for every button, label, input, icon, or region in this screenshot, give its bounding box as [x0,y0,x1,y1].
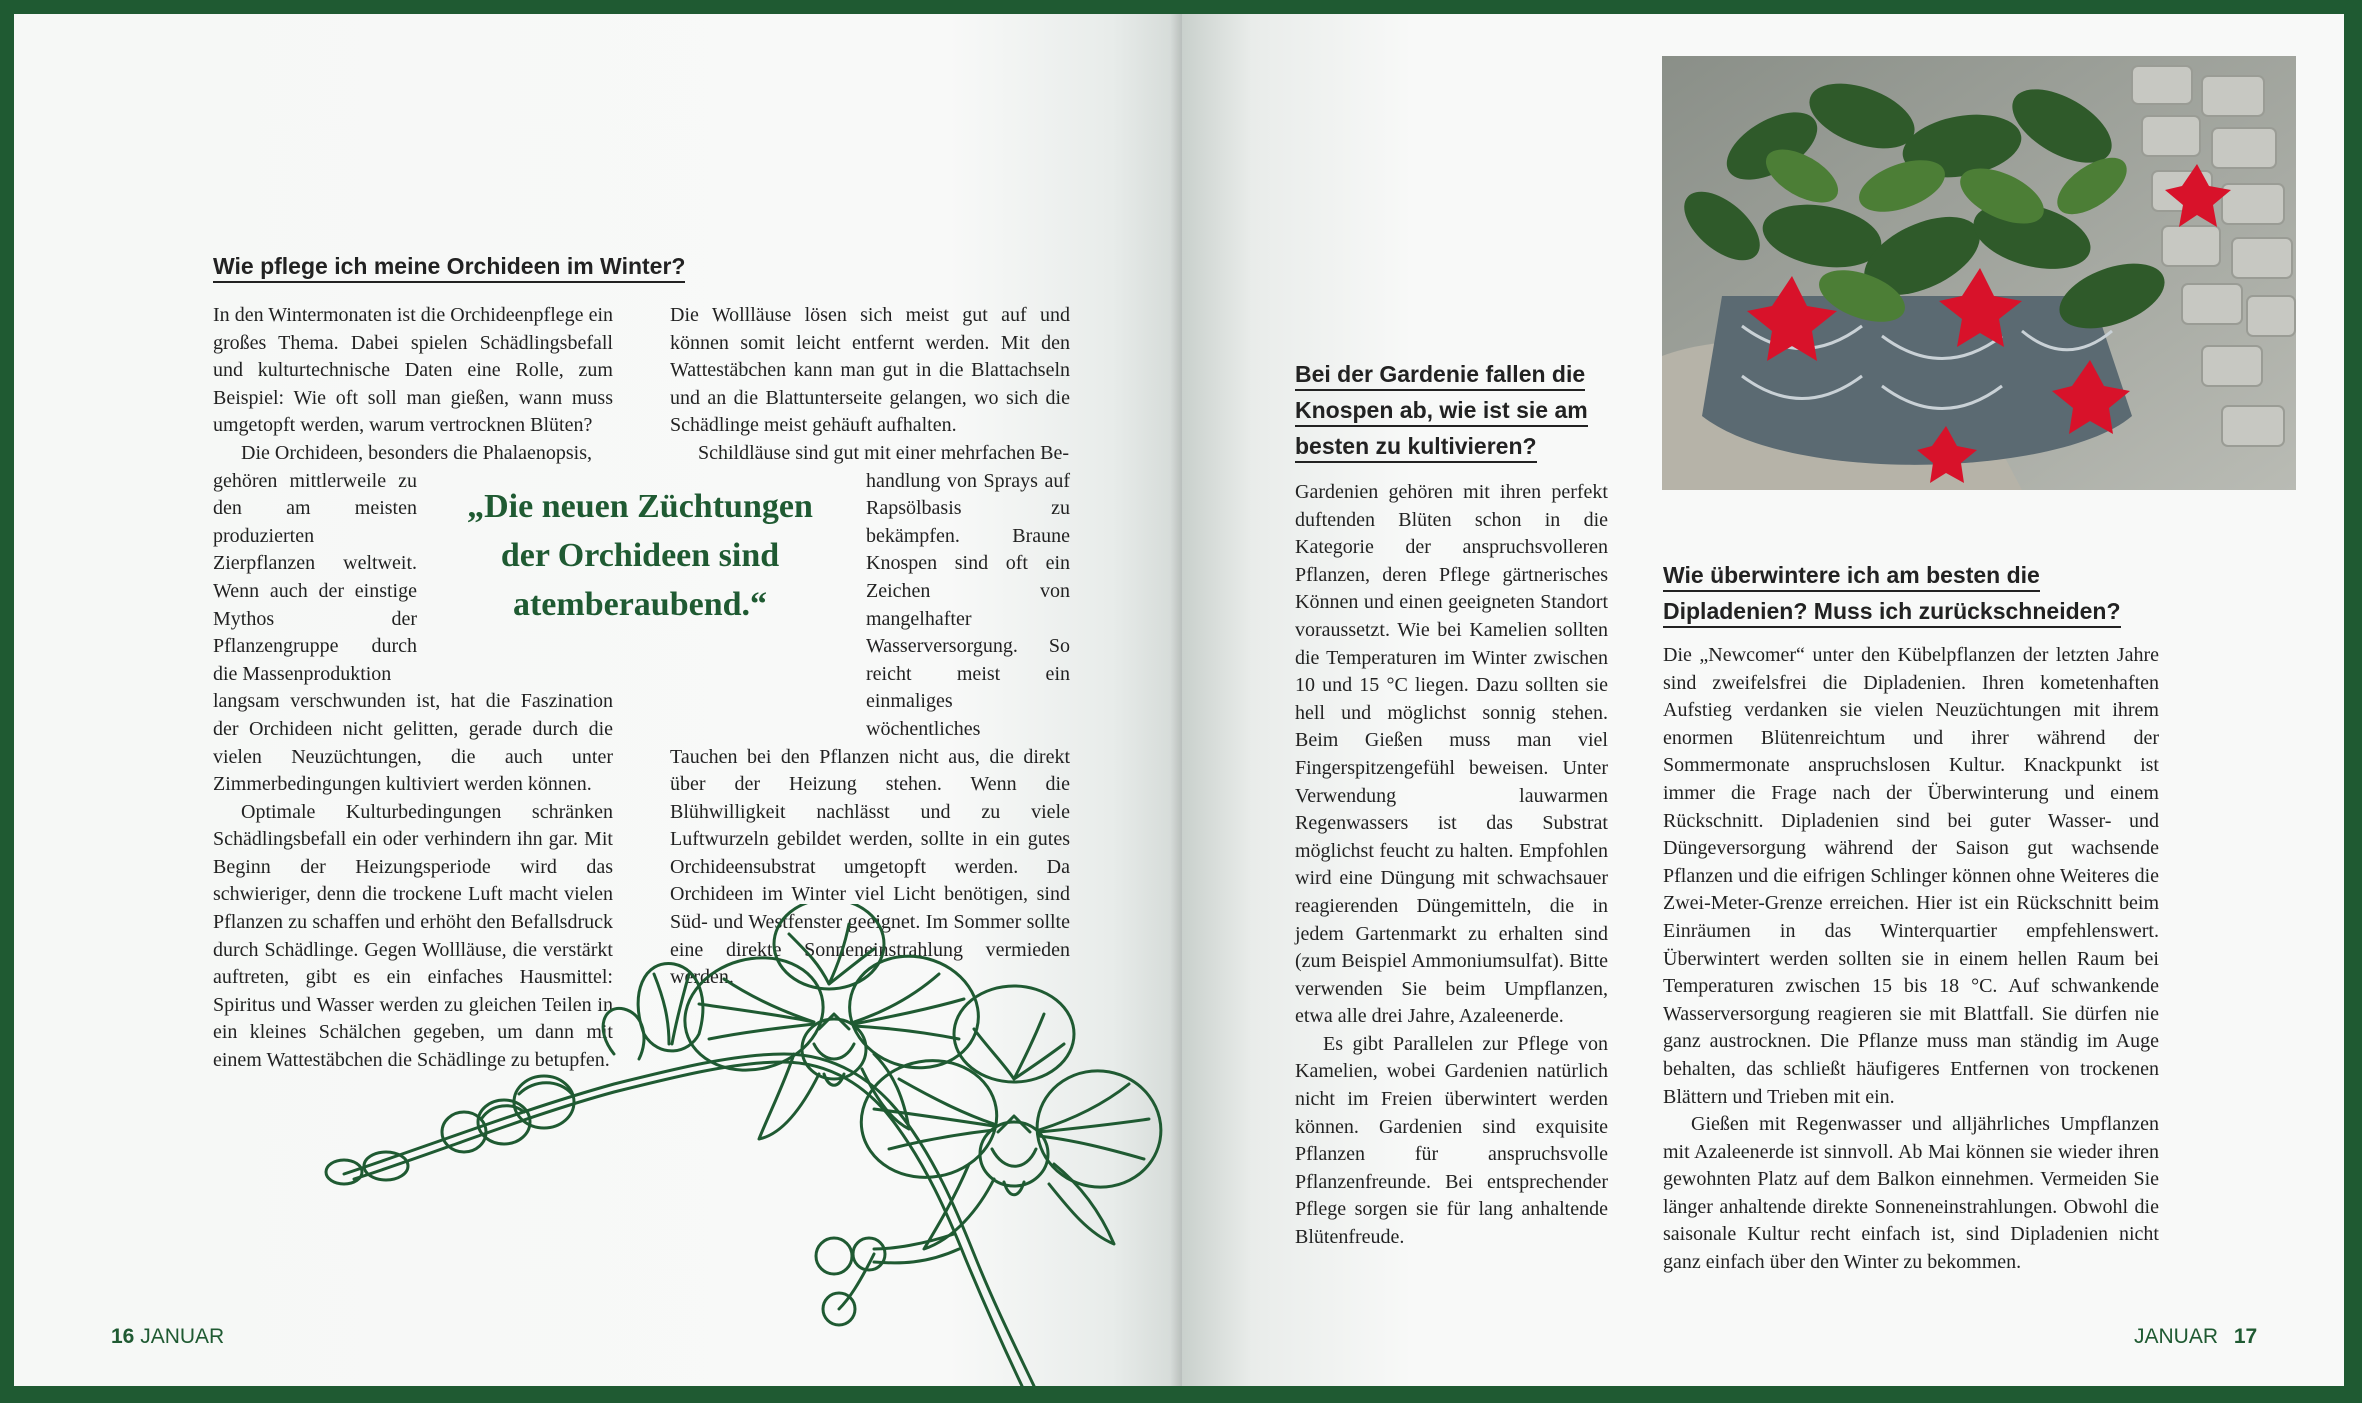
left-column-2 [670,302,1070,992]
left-page-number: 16 [111,1325,135,1348]
left-col2-p2b: handlung von Sprays auf Rapsölbasis zu bekämpfen. Braune Knospen sind oft ein Zeichen von mangelhafter Wasserversorgung. So reicht meist ein einmaliges wöchentliches [866,469,1070,740]
right-page [1182,14,2344,1386]
left-col1-p3: Optimale Kulturbedingungen schränken Schädlingsbefall ein oder verhindern ihn gar. Mit Beginn der Heizungsperiode wird das schwieriger, denn die trockene Luft macht vielen Pflanzen zu schaffen und erhöht den Befallsdruck durch Schädlinge. Gegen Wollläuse, die verstärkt auftreten, gibt es ein einfaches Hausmittel: Spiritus und Wasser werden zu gleichen Teilen in ein kleines Schälchen gegeben, um dann mit einem Wattestäbchen die Schädlinge zu betupfen. [213,800,613,1072]
right-col2-p2: Gießen mit Regenwasser und alljährliches Umpflanzen mit Azaleenerde ist sinnvoll. Ab Mai können sie wieder ihren gewohnten Platz auf dem Balkon einnehmen. Vermeiden Sie länger anhaltende direkte Sonneneinstrahlungen. Obwohl die saisonale Kultur recht einfach ist, sind Dipladenien nicht ganz einfach über den Winter zu bekommen. [1663,1113,2159,1274]
left-col1-p2b: gehören mittlerweile zu den am meisten produzierten Zierpflanzen weltweit. Wenn auch der einstige Mythos der Pflanzengruppe durch die Massenproduktion [213,469,417,685]
left-col2-p2a: Schildläuse sind gut mit einer mehrfachen Be- [698,441,1070,464]
right-column-1 [1295,479,1608,1252]
right-folio [2134,1325,2257,1349]
left-heading: Wie pflege ich meine Orchideen im Winter? [213,248,685,284]
left-col2-p2c: Tauchen bei den Pflanzen nicht aus, die direkt über der Heizung stehen. Wenn die Blühwilligkeit nachlässt und zu viele Luftwurzeln gebildet werden, sollte in ein gutes Orchideensubstrat umgetopft werden. Da Orchideen im Winter viel Licht benötigen, sind Süd- und Westfenster geeignet. Im Sommer sollte eine direkte Sonneneinstrahlung vermieden werden. [670,745,1070,989]
left-folio [111,1325,224,1349]
left-col1-p2a: Die Orchideen, besonders die Phalaenopsis, [241,441,593,464]
right-heading-2 [1663,557,2153,629]
right-col2-p1: Die „Newcomer“ unter den Kübelpflanzen der letzten Jahre sind zweifelsfrei die Dipladenien. Ihren kometenhaften Aufstieg verdanken sie vielen Neuzüchtungen mit ihrem enormen Blütenreichtum und ihrer während der Sommermonate anspruchslosen Kultur. Knackpunkt ist immer die Frage nach der Überwinterung und einem Rückschnitt. Dipladenien sind bei guter Wasser- und Düngeversorgung während der Saison gut wachsende Pflanzen und die eifrigen Schlinger können ohne Weiteres die Zwei-Meter-Grenze erreichen. Hier ist ein Rückschnitt beim Einräumen in das Winterquartier empfehlenswert. Überwintert werden sollten sie in einem hellen Raum bei Temperaturen zwischen 15 bis 18 °C. Auf schwankende Wasserversorgung reagieren sie mit Blattfall. Sie dürfen nie ganz austrocknen. Die Pflanze muss man ständig im Auge behalten, das schließt häufigeres Entfernen von trockenen Blättern und Trieben mit ein. [1663,644,2159,1108]
left-col1-p2c: langsam verschwunden ist, hat die Faszination der Orchideen nicht gelitten, gerade durch die vielen Neuzüchtungen, die auch unter Zimmerbedingungen kultiviert werden können. [213,690,613,796]
dipladenia-photo [1662,56,2296,490]
right-folio-label: JANUAR [2134,1325,2219,1348]
right-heading-1 [1295,356,1595,466]
right-heading-1-text: Bei der Gardenie fallen die Knospen ab, wie ist sie am besten zu kultivieren? [1295,361,1588,463]
left-folio-label: JANUAR [140,1325,225,1348]
left-col2-p1: Die Wollläuse lösen sich meist gut auf und können somit leicht entfernt werden. Mit den Wattestäbchen kann man gut in die Blattachseln und an die Blattunterseite gelangen, wo sich die Schädlinge meist gehäuft aufhalten. [670,304,1070,437]
right-col1-p1: Gardenien gehören mit ihren perfekt duftenden Blüten schon in die Kategorie der anspruchsvolleren Pflanzen, deren Pflege gärtnerisches Können und einen geeigneten Standort voraussetzt. Wie bei Kamelien sollten die Temperaturen im Winter zwischen 10 und 15 °C liegen. Dazu sollten sie hell und möglichst sonnig stehen. Beim Gießen muss man viel Fingerspitzengefühl beweisen. Unter Verwendung lauwarmen Regenwassers ist das Substrat möglichst feucht zu halten. Empfohlen wird eine Düngung mit schwachsauer reagierenden Düngemitteln, die in jedem Gartenmarkt zu erhalten sind (zum Beispiel Ammoniumsulfat). Bitte verwenden Sie beim Umpflanzen, etwa alle drei Jahre, Azaleenerde. [1295,481,1608,1028]
left-page [14,14,1182,1386]
pull-quote: „Die neuen Züchtungen der Orchideen sind atemberaubend.“ [467,488,813,623]
orchid-illustration [314,904,1164,1386]
left-col1-p1: In den Wintermonaten ist die Orchideenpflege ein großes Thema. Dabei spielen Schädlingsbefall und kulturtechnische Daten eine Rolle, zum Beispiel: Wie oft soll man gießen, wann muss umgetopft werden, warum vertrocknen Blüten? [213,304,613,437]
right-page-number: 17 [2233,1325,2258,1348]
right-column-2 [1663,642,2159,1277]
right-col1-p2: Es gibt Parallelen zur Pflege von Kamelien, wobei Gardenien natürlich nicht im Freien überwintert werden können. Gardenien sind exquisite Pflanzen für anspruchsvolle Pflanzenfreunde. Bei entsprechender Pflege sorgen sie für lang anhaltende Blütenfreude. [1295,1032,1608,1249]
right-heading-2-text: Wie überwintere ich am besten die Dipladenien? Muss ich zurückschneiden? [1663,562,2121,628]
